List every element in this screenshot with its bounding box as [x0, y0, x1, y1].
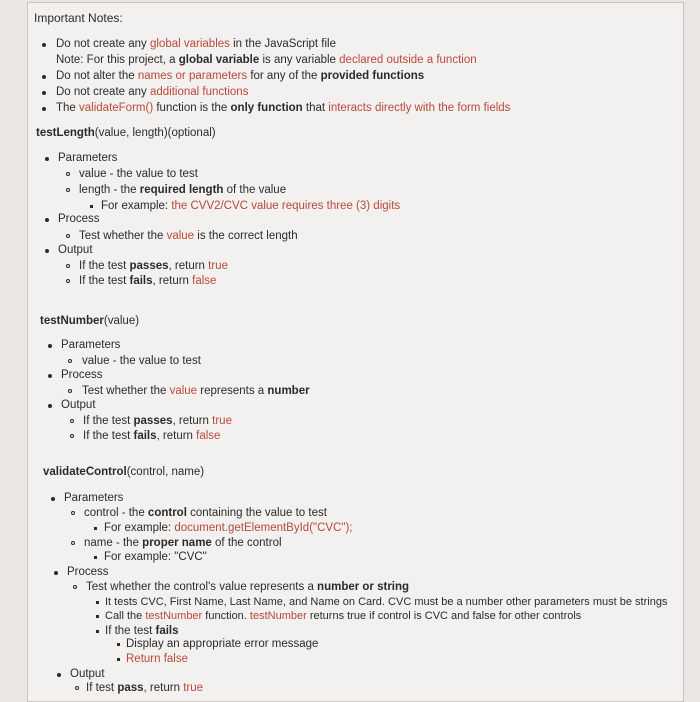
- validatecontrol-example-name: For example: "CVC": [104, 551, 207, 563]
- note-3: Do not alter the names or parameters for any of the provided functions: [56, 70, 425, 82]
- square-bullet-icon: [117, 658, 120, 661]
- testnumber-process: Process: [61, 369, 103, 381]
- validatecontrol-if-fails: If the test fails: [105, 625, 179, 637]
- bullet-icon: [54, 571, 58, 575]
- testlength-process-step: Test whether the value is the correct length: [79, 230, 298, 242]
- circle-bullet-icon: [71, 511, 75, 515]
- square-bullet-icon: [96, 615, 99, 618]
- testlength-param-length: length - the required length of the value: [79, 184, 287, 196]
- bullet-icon: [42, 107, 46, 111]
- validatecontrol-example-control: For example: document.getElementById("CVC");: [104, 522, 353, 534]
- circle-bullet-icon: [66, 188, 70, 192]
- testlength-example: For example: the CVV2/CVC value requires three (3) digits: [101, 200, 401, 212]
- bullet-icon: [42, 43, 46, 47]
- validatecontrol-error-message: Display an appropriate error message: [126, 638, 319, 650]
- square-bullet-icon: [117, 643, 120, 646]
- validatecontrol-parameters: Parameters: [64, 492, 124, 504]
- circle-bullet-icon: [73, 585, 77, 589]
- circle-bullet-icon: [66, 264, 70, 268]
- circle-bullet-icon: [66, 234, 70, 238]
- bullet-icon: [42, 91, 46, 95]
- validatecontrol-output-pass: If test pass, return true: [86, 682, 204, 694]
- validatecontrol-process-step: Test whether the control's value represents a number or string: [86, 581, 410, 593]
- validatecontrol-param-control: control - the control containing the value to test: [84, 507, 327, 519]
- testlength-process: Process: [58, 213, 100, 225]
- circle-bullet-icon: [70, 419, 74, 423]
- note-1: Do not create any global variables in the JavaScript file: [56, 38, 337, 50]
- testnumber-parameters: Parameters: [61, 339, 121, 351]
- testlength-output: Output: [58, 244, 93, 256]
- validatecontrol-process: Process: [67, 566, 109, 578]
- testnumber-output-pass: If the test passes, return true: [83, 415, 232, 427]
- validatecontrol-param-name: name - the proper name of the control: [84, 537, 282, 549]
- circle-bullet-icon: [66, 172, 70, 176]
- note-5: The validateForm() function is the only function that interacts directly with the form fields: [56, 102, 511, 114]
- testnumber-process-step: Test whether the value represents a number: [82, 385, 310, 397]
- bullet-icon: [45, 249, 49, 253]
- square-bullet-icon: [94, 556, 97, 559]
- square-bullet-icon: [96, 630, 99, 633]
- circle-bullet-icon: [68, 389, 72, 393]
- testlength-parameters: Parameters: [58, 152, 118, 164]
- validatecontrol-process-call: Call the testNumber function. testNumber returns true if control is CVC and false for other controls: [105, 610, 582, 622]
- validatecontrol-signature: validateControl(control, name): [43, 466, 205, 478]
- bullet-icon: [45, 218, 49, 222]
- circle-bullet-icon: [70, 434, 74, 438]
- bullet-icon: [48, 404, 52, 408]
- square-bullet-icon: [90, 205, 93, 208]
- notes-title: Important Notes:: [34, 11, 123, 25]
- validatecontrol-return-false: Return false: [126, 653, 189, 665]
- bullet-icon: [51, 497, 55, 501]
- testlength-output-pass: If the test passes, return true: [79, 260, 228, 272]
- circle-bullet-icon: [71, 541, 75, 545]
- testnumber-signature: testNumber(value): [40, 315, 140, 327]
- note-2: Note: For this project, a global variable is any variable declared outside a function: [56, 54, 477, 66]
- circle-bullet-icon: [75, 686, 79, 690]
- bullet-icon: [57, 673, 61, 677]
- testlength-param-value: value - the value to test: [79, 168, 198, 180]
- bullet-icon: [45, 157, 49, 161]
- validatecontrol-process-detail: It tests CVC, First Name, Last Name, and Name on Card. CVC must be a number other parameters must be strings: [105, 596, 668, 608]
- validatecontrol-output: Output: [70, 668, 105, 680]
- circle-bullet-icon: [68, 359, 72, 363]
- bullet-icon: [42, 75, 46, 79]
- note-4: Do not create any additional functions: [56, 86, 249, 98]
- testlength-signature: testLength(value, length)(optional): [36, 127, 216, 139]
- square-bullet-icon: [94, 527, 97, 530]
- testnumber-output: Output: [61, 399, 96, 411]
- testnumber-output-fail: If the test fails, return false: [83, 430, 221, 442]
- circle-bullet-icon: [66, 279, 70, 283]
- bullet-icon: [48, 374, 52, 378]
- testnumber-param-value: value - the value to test: [82, 355, 201, 367]
- testlength-output-fail: If the test fails, return false: [79, 275, 217, 287]
- square-bullet-icon: [96, 601, 99, 604]
- bullet-icon: [48, 344, 52, 348]
